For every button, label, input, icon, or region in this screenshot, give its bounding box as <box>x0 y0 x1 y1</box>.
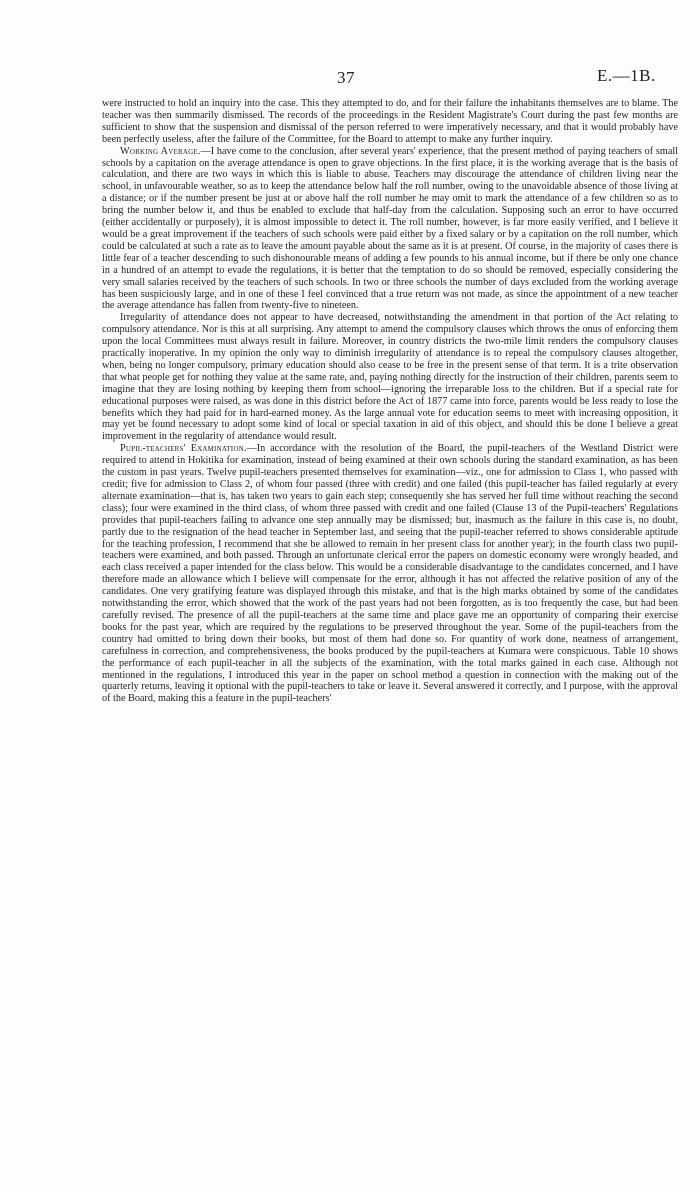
paragraph-irregularity <box>102 312 678 443</box>
paragraph <box>102 98 678 146</box>
paragraph-heading: Pupil-teachers' Examination. <box>120 443 247 455</box>
paragraph-text: Irregularity of attendance does not appear to have decreased, notwithstanding the amendment in that portion of the Act relating to compulsory attendance. Nor is this at all surprising. Any attempt to amend the compulsory clauses which throws the onus of enforcing them upon the local Committees must always result in failure. Moreover, in country districts the two-mile limit renders the compulsory clauses practically inoperative. In my opinion the only way to diminish irregularity of attendance is to repeal the compulsory clauses altogether, when, being no longer compulsory, primary education should also cease to be free in the present sense of that term. It is a trite observation that what people get for nothing they value at the same rate, and, paying nothing directly for the instruction of their children, parents seem to imagine that they are losing nothing by keeping them from school—ignoring the irreparable loss to the children. But if a special rate for educational purposes were raised, as was done in this district before the Act of 1877 came into force, parents would be less ready to lose the benefits which they had paid for in hard-earned money. As the large annual vote for education seems to meet with increasing opposition, it may yet be found necessary to adopt some kind of local or special taxation in aid of this object, and should this be done I believe a great improvement in the regularity of attendance would result. <box>102 312 678 443</box>
document-reference: E.—1B. <box>597 66 656 85</box>
paragraph-text: were instructed to hold an inquiry into the case. This they attempted to do, and for their failure the inhabitants themselves are to blame. The teacher was then summarily dismissed. The records of the proceedings in the Resident Magistrate's Court during the past few months are sufficient to show that the suspension and dismissal of the person referred to were imperatively necessary, and that it would probably have been perfectly useless, after the failure of the Committee, for the Board to attempt to make any further inquiry. <box>102 98 678 145</box>
paragraph-text: —I have come to the conclusion, after several years' experience, that the present method of paying teachers of small schools by a capitation on the average attendance is open to grave objections. In the first place, it is the working average that is the basis of calculation, and there are two ways in which this is liable to abuse. Teachers may discourage the attendance of children living near the school, in unfavourable weather, so as to keep the attendance below half the roll number, owing to the unavoidable absence of those living at a distance; or if the number present be just at or above half the roll number he may omit to mark the attendance of a few children so as to bring the number below it, and thus be enabled to exclude that half-day from the calculation. Supposing such an error to have occurred (either accidentally or purposely), it is almost impossible to detect it. The roll number, however, is far more easily verified, and I believe it would be a great improvement if the teachers of such schools were paid either by a fixed salary or by a capitation on the roll number, which could be calculated at such a rate as to leave the amount payable about the same as it is at present. Of course, in the majority of cases there is little fear of a teacher descending to such dishonourable means of adding a few pounds to his annual income, but if there be only one chance in a hundred of an attempt to evade the regulations, it is better that the temptation to do so should be removed, especially considering the very small salaries received by the teachers of such schools. In two or three schools the number of days excluded from the working average has been suspiciously large, and in one of these I feel convinced that a true return was not made, as since the appointment of a new teacher the average attendance has fallen from twenty-five to nineteen. <box>102 145 679 312</box>
paragraph-working-average <box>102 146 678 313</box>
page-number: 37 <box>337 68 355 87</box>
paragraph-heading: Working Average. <box>120 145 201 157</box>
body-text <box>102 98 678 705</box>
paragraph-text: —In accordance with the resolution of the Board, the pupil-teachers of the Westland District were required to attend in Hokitika for examination, instead of being examined at their own schools during the standard examination, as has been the custom in past years. Twelve pupil-teachers presented themselves for examination—viz., one for admission to Class 1, who passed with credit; five for admission to Class 2, of whom four passed (three with credit) and one failed (this pupil-teacher has failed regularly at every alternate examination—that is, has taken two years to gain each step; consequently she has served her full time without reaching the second class); four were examined in the third class, of whom three passed with credit and one failed (Clause 13 of the Pupil-teachers' Regulations provides that pupil-teachers failing to advance one step annually may be dismissed; but, inasmuch as the failure in this case is, no doubt, partly due to the resignation of the head teacher in September last, and seeing that the pupil-teacher referred to shows considerable aptitude for the teaching profession, I recommend that she be allowed to remain in her present class for another year); in the fourth class two pupil-teachers were examined, and both passed. Through an unfortunate clerical error the papers on domestic economy were wrongly headed, and each class received a paper intended for the class below. This would be a considerable disadvantage to the candidates concerned, and I have therefore made an allowance which I believe will compensate for the error, although it has not affected the relative position of any of the candidates. One very gratifying feature was displayed through this mistake, and that is the high marks obtained by some of the candidates notwithstanding the error, which showed that the work of the past years had not been forgotten, as is too frequently the case, but had been carefully revised. The presence of all the pupil-teachers at the same time and place gave me an opportunity of comparing their exercise books for the past year, which are required by the regulations to be preserved throughout the year. Some of the pupil-teachers from the country had omitted to bring down their books, but most of them had done so. For quantity of work done, neatness of arrangement, carefulness in correction, and comprehensiveness, the books produced by the pupil-teachers at Kumara were conspicuous. Table 10 shows the performance of each pupil-teacher in all the subjects of the examination, with the total marks gained in each case. Although not mentioned in the regulations, I introduced this year in the paper on school method a question in connection with the making out of the quarterly returns, leaving it optional with the pupil-teachers to take or leave it. Several answered it correctly, and I purpose, with the approval of the Board, making this a feature in the pupil-teachers' <box>102 443 678 705</box>
paragraph-pupil-teachers-examination <box>102 443 678 705</box>
